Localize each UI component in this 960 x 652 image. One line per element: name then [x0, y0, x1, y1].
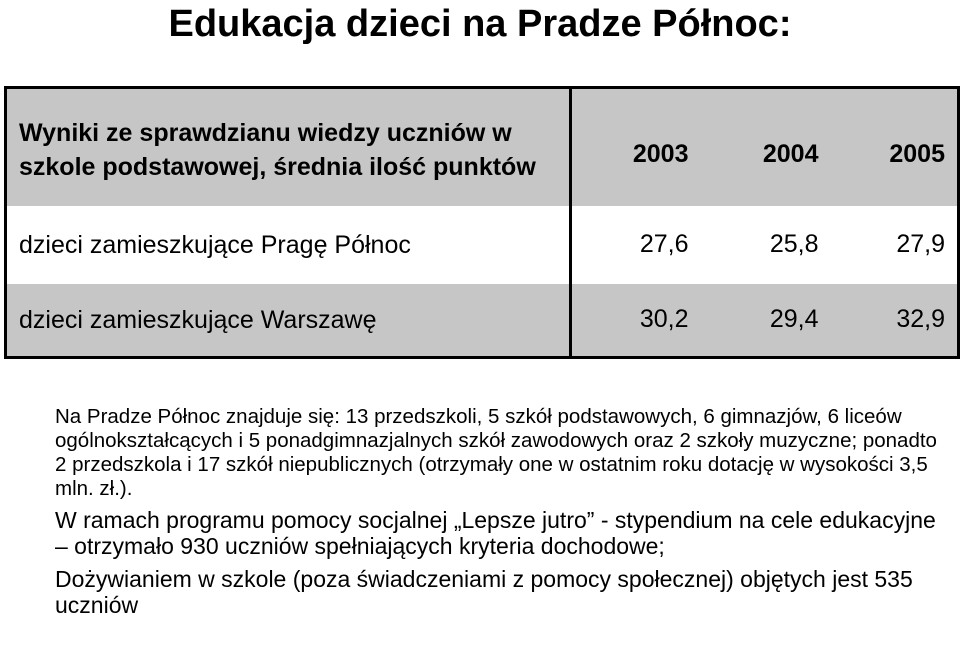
row-label: dzieci zamieszkujące Pragę Północ: [6, 206, 571, 284]
note-meals: Dożywianiem w szkole (poza świadczeniami z pomocy społecznej) objętych jest 535 uczniów: [55, 566, 913, 618]
year-2004-header: 2004: [762, 139, 819, 168]
table-header-label: Wyniki ze sprawdzianu wiedzy uczniów w szkole podstawowej, średnia ilość punktów: [6, 88, 571, 206]
page-title: Edukacja dzieci na Pradze Północ:: [168, 3, 792, 45]
cell-value: 27,6: [639, 230, 689, 258]
year-2005-header: 2005: [889, 139, 945, 168]
table-row-praga: [6, 206, 959, 284]
cell-value: 25,8: [769, 230, 819, 258]
table-header-row: [6, 88, 959, 206]
year-2003-header: 2003: [632, 139, 689, 168]
table-row-warszawa: [6, 284, 959, 358]
cell-value: 30,2: [639, 305, 689, 334]
cell-value: 27,9: [896, 230, 945, 258]
note-schools: Na Pradze Północ znajduje się: 13 przedszkoli, 5 szkół podstawowych, 6 gimnazjów, 6 liceów ogólnokształcących i 5 ponadgimnazjalnych szkół zawodowych oraz 2 szkoły muzyczne; ponadto 2 przedszkola i 17 szkół niepublicznych (otrzymały one w ostatnim roku dotację w wysokości 3,5 mln. zł.).: [55, 405, 937, 500]
notes-section: [55, 405, 950, 618]
results-table: [4, 86, 960, 359]
cell-value: 29,4: [769, 305, 819, 334]
row-label: dzieci zamieszkujące Warszawę: [6, 284, 571, 358]
note-scholarship: W ramach programu pomocy socjalnej „Lepsze jutro” - stypendium na cele edukacyjne – otrzymało 930 uczniów spełniających kryteria dochodowe;: [55, 507, 936, 559]
cell-value: 32,9: [896, 305, 945, 334]
